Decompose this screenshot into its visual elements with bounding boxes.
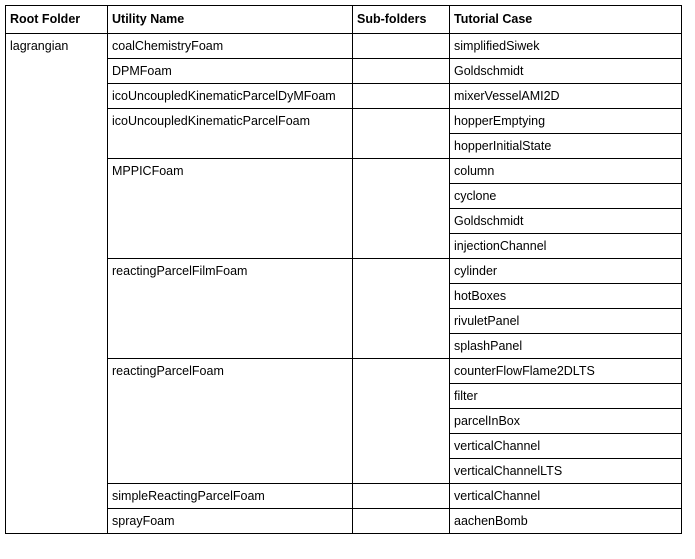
tutorial-case-cell: verticalChannel	[450, 484, 682, 509]
tutorial-case-cell: cyclone	[450, 184, 682, 209]
header-row	[6, 6, 682, 34]
utility-name-cell: MPPICFoam	[108, 159, 353, 259]
utility-name-cell: simpleReactingParcelFoam	[108, 484, 353, 509]
tutorial-case-cell: aachenBomb	[450, 509, 682, 534]
sub-folders-cell	[353, 34, 450, 59]
table-row	[6, 34, 682, 59]
tutorial-case-cell: filter	[450, 384, 682, 409]
utility-name-cell: coalChemistryFoam	[108, 34, 353, 59]
tutorial-case-cell: injectionChannel	[450, 234, 682, 259]
sub-folders-cell	[353, 259, 450, 359]
tutorial-case-cell: hotBoxes	[450, 284, 682, 309]
tutorial-case-cell: Goldschmidt	[450, 209, 682, 234]
utility-name-cell: icoUncoupledKinematicParcelDyMFoam	[108, 84, 353, 109]
sub-folders-cell	[353, 359, 450, 484]
tutorial-case-cell: simplifiedSiwek	[450, 34, 682, 59]
sub-folders-cell	[353, 84, 450, 109]
header-tutorial-case: Tutorial Case	[450, 6, 682, 34]
table-row	[6, 84, 682, 109]
table-row	[6, 509, 682, 534]
header-utility-name: Utility Name	[108, 6, 353, 34]
table-row	[6, 359, 682, 384]
sub-folders-cell	[353, 484, 450, 509]
header-root-folder: Root Folder	[6, 6, 108, 34]
table-row	[6, 484, 682, 509]
tutorial-case-cell: splashPanel	[450, 334, 682, 359]
tutorial-case-cell: hopperInitialState	[450, 134, 682, 159]
sub-folders-cell	[353, 509, 450, 534]
utility-name-cell: reactingParcelFoam	[108, 359, 353, 484]
sub-folders-cell	[353, 59, 450, 84]
sub-folders-cell	[353, 159, 450, 259]
table-row	[6, 159, 682, 184]
utility-name-cell: reactingParcelFilmFoam	[108, 259, 353, 359]
tutorial-case-cell: counterFlowFlame2DLTS	[450, 359, 682, 384]
tutorial-case-cell: hopperEmptying	[450, 109, 682, 134]
tutorial-case-cell: mixerVesselAMI2D	[450, 84, 682, 109]
table-row	[6, 109, 682, 134]
tutorial-case-cell: verticalChannel	[450, 434, 682, 459]
tutorial-case-cell: parcelInBox	[450, 409, 682, 434]
tutorial-case-cell: cylinder	[450, 259, 682, 284]
table-body	[6, 34, 682, 534]
tutorial-case-cell: verticalChannelLTS	[450, 459, 682, 484]
tutorial-case-cell: column	[450, 159, 682, 184]
tutorial-case-cell: rivuletPanel	[450, 309, 682, 334]
header-sub-folders: Sub-folders	[353, 6, 450, 34]
utility-name-cell: sprayFoam	[108, 509, 353, 534]
table-row	[6, 59, 682, 84]
tutorial-case-cell: Goldschmidt	[450, 59, 682, 84]
utilities-table	[5, 5, 682, 534]
table-row	[6, 259, 682, 284]
utility-name-cell: icoUncoupledKinematicParcelFoam	[108, 109, 353, 159]
root-folder-cell: lagrangian	[6, 34, 108, 534]
sub-folders-cell	[353, 109, 450, 159]
utility-name-cell: DPMFoam	[108, 59, 353, 84]
